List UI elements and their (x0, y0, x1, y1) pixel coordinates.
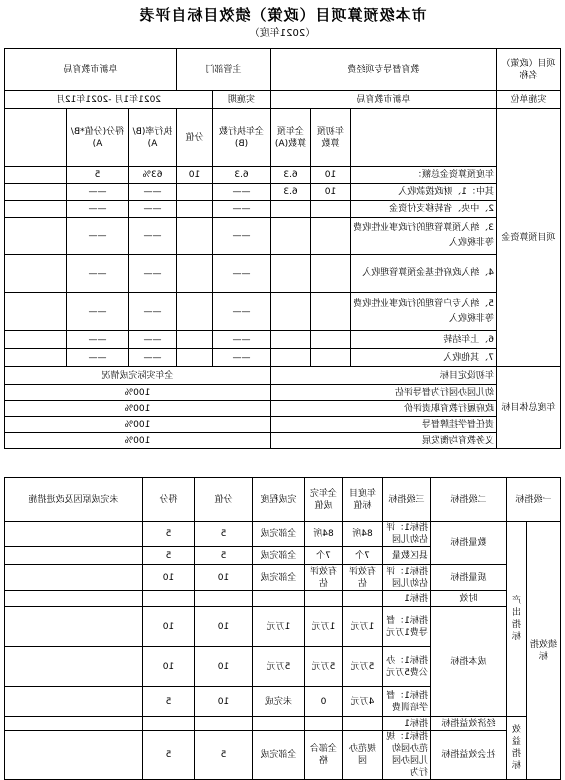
indicator-reason (4, 687, 142, 717)
indicator-value: 10 (194, 687, 252, 717)
funds-header-blank (351, 109, 497, 167)
project-name-row (4, 49, 560, 91)
funds-row-full (271, 201, 311, 218)
unit-label: 实施单位 (497, 91, 561, 109)
indicator-value: 10 (194, 647, 252, 687)
indicator-annual: 4万元 (342, 687, 382, 717)
funds-row (4, 201, 560, 218)
funds-row-initial (311, 201, 351, 218)
goals-header-initial: 年初设定目标 (271, 367, 497, 385)
output-indicator-label: 产出指标 (506, 522, 526, 717)
funds-row-exec: —— (213, 293, 271, 331)
indicator-annual: 5万元 (342, 647, 382, 687)
funds-row-rate: —— (128, 218, 176, 255)
indicator-degree: 未完成 (252, 687, 304, 717)
indicator-full: 0 (304, 687, 342, 717)
indicator-full: 7个 (304, 547, 342, 565)
indicator-full: 84所 (304, 522, 342, 547)
quantity-indicator-label: 数量指标 (430, 522, 506, 565)
funds-row-full (271, 255, 311, 293)
funds-row-label: 7、其他收入 (351, 349, 497, 367)
funds-row (4, 167, 560, 184)
header-score-value: 分值 (194, 478, 252, 522)
funds-row-score: —— (66, 255, 128, 293)
goal-actual: 100% (4, 385, 270, 401)
indicator-level3: 指标1 (382, 591, 430, 607)
funds-row-label: 3、纳入预算管理的行政事业性收费等非税收入 (351, 218, 497, 255)
funds-row-exec: —— (213, 331, 271, 349)
indicator-full: 5万元 (304, 647, 342, 687)
indicator-full: 1万元 (304, 607, 342, 647)
project-name-label: 项目（政策）名称 (497, 49, 561, 91)
funds-row-full (271, 218, 311, 255)
social-indicator-label: 社会效益指标 (430, 731, 506, 780)
header-score: 得分 (142, 478, 194, 522)
funds-row-label: 6、上年结转 (351, 331, 497, 349)
period-value: 2021年1月 -2021年12月 (4, 91, 212, 109)
page-subtitle: （2021年度） (249, 28, 316, 39)
funds-row-exec: —— (213, 218, 271, 255)
indicator-annual: 7个 (342, 547, 382, 565)
funds-row (4, 331, 560, 349)
indicator-row (4, 522, 560, 547)
funds-row-value: 10 (176, 167, 212, 184)
funds-row-exec: —— (213, 349, 271, 367)
indicator-score: 10 (142, 607, 194, 647)
funds-header-initial: 年初预算数 (311, 109, 351, 167)
indicator-full: 有效评估 (304, 565, 342, 591)
page-title: 市本级预算项目（政策）绩效目标自评表 (138, 6, 427, 24)
indicator-value (194, 591, 252, 607)
funds-row-rate: —— (128, 349, 176, 367)
goal-row (4, 433, 560, 449)
funds-row-value (176, 349, 212, 367)
funds-row-initial (311, 255, 351, 293)
header-reason: 未完成原因及改进措施 (4, 478, 142, 522)
funds-row-initial (311, 349, 351, 367)
funds-row-exec: 6.3 (213, 167, 271, 184)
indicator-degree (252, 591, 304, 607)
indicator-header-row (4, 478, 560, 522)
indicator-reason (4, 731, 142, 780)
funds-row-blank (4, 293, 66, 331)
funds-row-blank (4, 331, 66, 349)
unit-row (4, 91, 560, 109)
goals-header-row (4, 367, 560, 385)
period-label: 实施期 (213, 91, 271, 109)
indicator-reason (4, 565, 142, 591)
funds-row-value (176, 331, 212, 349)
funds-row-initial: 10 (311, 167, 351, 184)
header-level2: 二级指标 (430, 478, 506, 522)
unit-value: 阜新市教育局 (271, 91, 497, 109)
funds-row-label: 2、中央、省转移支付资金 (351, 201, 497, 218)
funds-row-label: 4、纳入政府性基金预算管理收入 (351, 255, 497, 293)
indicator-full (304, 717, 342, 731)
header-full-done: 全年完成值 (304, 478, 342, 522)
indicator-full (304, 591, 342, 607)
indicator-row (4, 565, 560, 591)
funds-row-initial (311, 218, 351, 255)
goal-row (4, 417, 560, 433)
indicator-score (142, 717, 194, 731)
funds-header-row (4, 109, 560, 167)
indicator-degree: 全部完成 (252, 565, 304, 591)
header-degree: 完成程度 (252, 478, 304, 522)
budget-table (4, 48, 561, 449)
funds-row-score: —— (66, 201, 128, 218)
funds-row-exec: —— (213, 255, 271, 293)
goal-target: 政府履行教育职责评价 (271, 401, 497, 417)
indicator-score (142, 591, 194, 607)
indicator-level3: 指标1：办公费5万元 (382, 647, 430, 687)
goal-target: 义务教育均衡发展 (271, 433, 497, 449)
goal-actual: 100% (4, 417, 270, 433)
funds-row-rate: —— (128, 331, 176, 349)
funds-header-blank-2 (4, 109, 66, 167)
funds-header-rate: 执行率(B/A) (128, 109, 176, 167)
indicator-score: 5 (142, 547, 194, 565)
funds-row-rate: —— (128, 293, 176, 331)
goals-header-actual: 全年实际完成情况 (4, 367, 270, 385)
funds-row (4, 255, 560, 293)
indicator-score: 5 (142, 731, 194, 780)
funds-row-score: —— (66, 218, 128, 255)
funds-row-initial (311, 331, 351, 349)
funds-row-blank (4, 349, 66, 367)
indicator-annual: 规范办园 (342, 731, 382, 780)
indicator-value: 10 (194, 607, 252, 647)
indicator-degree: 1万元 (252, 607, 304, 647)
indicator-value: 5 (194, 731, 252, 780)
funds-row-value (176, 201, 212, 218)
funds-row-value (176, 218, 212, 255)
benefit-indicator-label: 效益指标 (506, 717, 526, 780)
economic-indicator-label: 经济效益指标 (430, 717, 506, 731)
project-name-value: 教育督导专项经费 (271, 49, 497, 91)
indicator-value: 10 (194, 565, 252, 591)
funds-header-value: 分值 (176, 109, 212, 167)
indicator-level3: 指标1：评估幼儿园 (382, 565, 430, 591)
funds-row-blank (4, 218, 66, 255)
indicator-degree: 全部完成 (252, 522, 304, 547)
funds-row-score: —— (66, 184, 128, 201)
indicator-row (4, 607, 560, 647)
funds-section-label: 项目预算资金 (497, 109, 561, 367)
indicator-score: 5 (142, 522, 194, 547)
indicator-value: 5 (194, 547, 252, 565)
indicator-reason (4, 522, 142, 547)
indicator-annual (342, 591, 382, 607)
indicator-value: 5 (194, 522, 252, 547)
funds-row-value (176, 293, 212, 331)
funds-header-full: 全年预算数(A) (271, 109, 311, 167)
funds-row (4, 184, 560, 201)
funds-row-full (271, 349, 311, 367)
funds-row (4, 293, 560, 331)
goal-target: 责任督学挂牌督导 (271, 417, 497, 433)
header-level3: 三级指标 (382, 478, 430, 522)
indicator-reason (4, 607, 142, 647)
indicator-level3: 指标1：评估幼儿园 (382, 522, 430, 547)
indicator-level3: 县区数量 (382, 547, 430, 565)
indicator-annual (342, 717, 382, 731)
indicator-table (4, 477, 561, 780)
indicator-level3: 指标1：规范办园幼儿园办园行为 (382, 731, 430, 780)
funds-row-full: 6.3 (271, 167, 311, 184)
funds-row-score: 5 (66, 167, 128, 184)
indicator-reason (4, 591, 142, 607)
indicator-level3: 指标1 (382, 717, 430, 731)
funds-row-full (271, 293, 311, 331)
dept-label: 主管部门 (176, 49, 270, 91)
funds-row-score: —— (66, 293, 128, 331)
goal-row (4, 401, 560, 417)
funds-header-exec: 全年执行数(B) (213, 109, 271, 167)
funds-row-blank (4, 167, 66, 184)
funds-row-blank (4, 201, 66, 218)
quality-indicator-label: 质量指标 (430, 565, 506, 591)
funds-row-rate: —— (128, 255, 176, 293)
funds-row-exec: —— (213, 201, 271, 218)
cost-indicator-label: 成本指标 (430, 607, 506, 717)
indicator-level3: 指标1：督导费1万元 (382, 607, 430, 647)
indicator-annual: 84所 (342, 522, 382, 547)
funds-header-score: 得分(分值*B/A) (66, 109, 128, 167)
indicator-annual: 有效评估 (342, 565, 382, 591)
funds-row (4, 349, 560, 367)
indicator-degree: 全部完成 (252, 731, 304, 780)
performance-indicator-label: 绩效指标 (527, 522, 561, 780)
indicator-score: 5 (142, 687, 194, 717)
funds-row-value (176, 184, 212, 201)
funds-row-value (176, 255, 212, 293)
indicator-degree: 全部完成 (252, 547, 304, 565)
goals-section-label: 年度总体目标 (497, 367, 561, 449)
funds-row-label: 5、纳入专户管理的行政事业性收费等非税收入 (351, 293, 497, 331)
funds-row-full (271, 331, 311, 349)
funds-row-blank (4, 255, 66, 293)
funds-row-initial: 10 (311, 184, 351, 201)
funds-row-rate: 63% (128, 167, 176, 184)
funds-row-label: 年度预算资金总额： (351, 167, 497, 184)
indicator-reason (4, 717, 142, 731)
indicator-full: 全部合格 (304, 731, 342, 780)
indicator-score: 10 (142, 565, 194, 591)
funds-row-label: 其中：1、财政拨款收入 (351, 184, 497, 201)
funds-row-score: —— (66, 349, 128, 367)
goal-target: 幼儿园办园行为督导评估 (271, 385, 497, 401)
funds-row (4, 218, 560, 255)
funds-row-initial (311, 293, 351, 331)
funds-row-full: 6.3 (271, 184, 311, 201)
goal-actual: 100% (4, 433, 270, 449)
funds-row-score: —— (66, 331, 128, 349)
goal-row (4, 385, 560, 401)
indicator-reason (4, 547, 142, 565)
funds-row-rate: —— (128, 201, 176, 218)
indicator-reason (4, 647, 142, 687)
time-indicator-label: 时效 (430, 591, 506, 607)
indicator-row (4, 591, 560, 607)
dept-value: 阜新市教育局 (4, 49, 176, 91)
funds-row-blank (4, 184, 66, 201)
indicator-row (4, 717, 560, 731)
indicator-value (194, 717, 252, 731)
funds-row-exec: —— (213, 184, 271, 201)
goal-actual: 100% (4, 401, 270, 417)
indicator-annual: 1万元 (342, 607, 382, 647)
header-annual: 年度目标值 (342, 478, 382, 522)
indicator-row (4, 731, 560, 780)
indicator-score: 10 (142, 647, 194, 687)
indicator-level3: 指标1：督学培训费 (382, 687, 430, 717)
funds-row-rate: —— (128, 184, 176, 201)
indicator-degree (252, 717, 304, 731)
indicator-degree: 5万元 (252, 647, 304, 687)
header-level1: 一级指标 (506, 478, 560, 522)
